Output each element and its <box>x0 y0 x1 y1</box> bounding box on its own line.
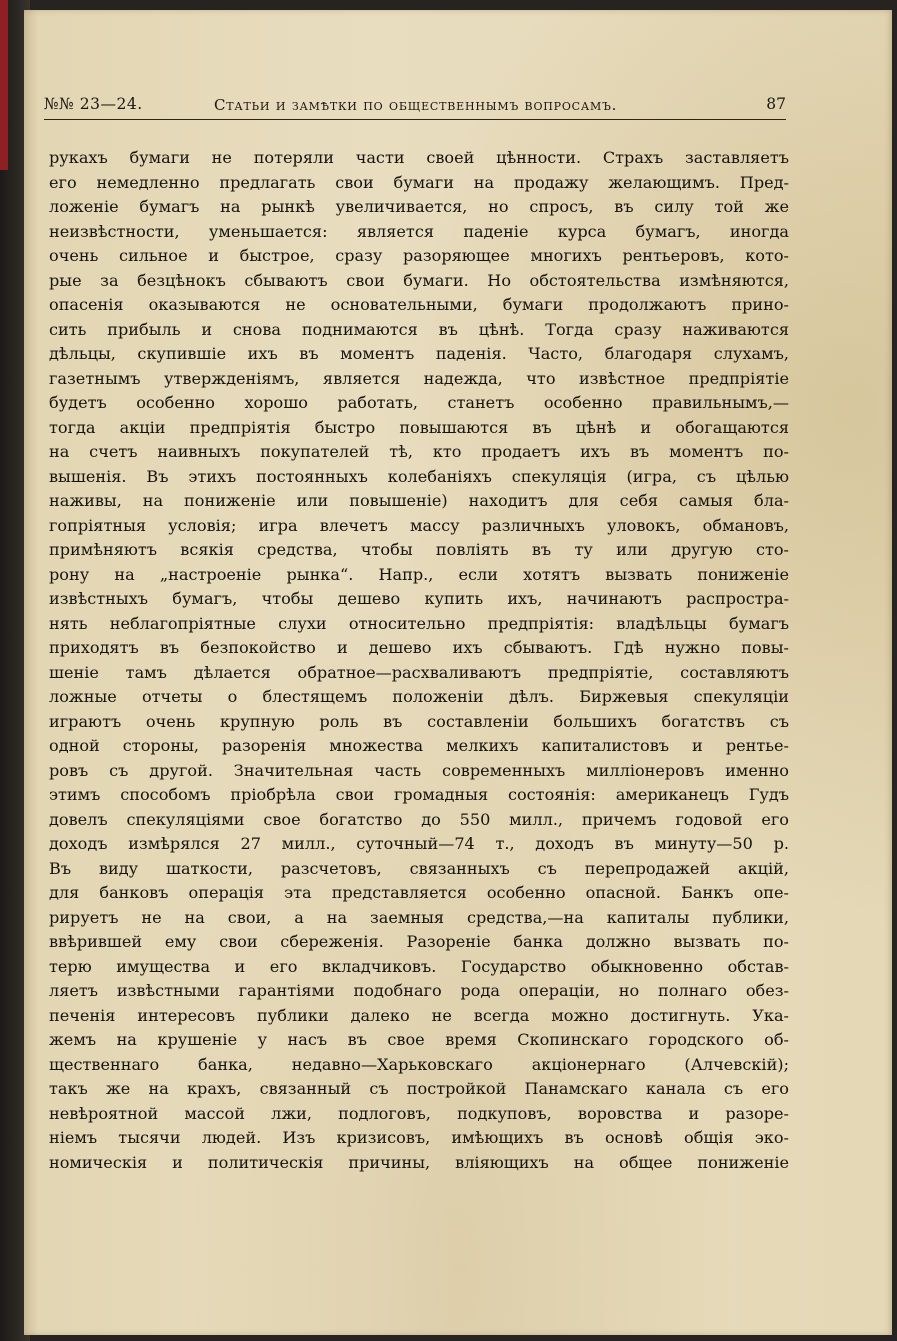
text-line: приходятъ въ безпокойство и дешево ихъ сбываютъ. Гдѣ нужно повы- <box>49 638 789 657</box>
text-line: ложные отчеты о блестящемъ положенiи дѣлъ. Биржевыя спекуляцiи <box>49 687 789 706</box>
text-line: будетъ особенно хорошо работать, станетъ особенно правильнымъ,— <box>49 393 789 412</box>
text-line: ляетъ извѣстными гарантiями подобнаго рода операцiи, но полнаго обез- <box>49 981 789 1000</box>
text-line: номическiя и политическiя причины, влiяющихъ на общее пониженiе <box>49 1152 789 1172</box>
text-line: печенiя интересовъ публики далеко не всегда можно достигнуть. Ука- <box>49 1005 789 1025</box>
text-line: наживы, на пониженiе или повышенiе) находитъ для себя самыя бла- <box>49 491 789 510</box>
text-line: ровъ съ другой. Значительная часть современныхъ миллiонеровъ именно <box>49 760 789 780</box>
text-line: доходъ измѣрялся 27 милл., суточный—74 т., доходъ въ минуту—50 р. <box>49 834 789 853</box>
text-line: очень сильное и быстрое, сразу разоряющее многихъ рентьеровъ, кото- <box>49 246 789 265</box>
text-line: извѣстныхъ бумагъ, чтобы дешево купить ихъ, начинаютъ распростра- <box>49 589 789 608</box>
body-text <box>49 146 789 1175</box>
text-line: рукахъ бумаги не потеряли части своей цѣнности. Страхъ заставляетъ <box>49 148 789 167</box>
text-line: одной стороны, разоренiя множества мелкихъ капиталистовъ и рентье- <box>49 736 789 755</box>
text-line: дѣльцы, скупившiе ихъ въ моментъ паденiя. Часто, благодаря слухамъ, <box>49 344 789 363</box>
text-line: газетнымъ утвержденiямъ, является надежда, что извѣстное предпрiятiе <box>49 368 789 388</box>
text-line: вышенiя. Въ этихъ постоянныхъ колебанiяхъ спекуляцiя (игра, съ цѣлью <box>49 466 789 486</box>
text-line: неизвѣстности, уменьшается: является паденiе курса бумагъ, иногда <box>49 221 789 241</box>
text-line: шенiе тамъ дѣлается обратное—расхваливаютъ предпрiятiе, составляютъ <box>49 662 789 682</box>
text-line: рону на „настроенiе рынка“. Напр., если хотятъ вызвать пониженiе <box>49 564 789 584</box>
text-line: довелъ спекуляцiями свое богатство до 550 милл., причемъ годовой его <box>49 809 789 829</box>
text-line: рируетъ не на свои, а на заемныя средства,—на капиталы публики, <box>49 907 789 927</box>
running-title: Статьи и замѣтки по общественнымъ вопросамъ. <box>214 96 618 114</box>
text-line: для банковъ операцiя эта представляется особенно опасной. Банкъ опе- <box>49 883 789 902</box>
text-line: его немедленно предлагать свои бумаги на продажу желающимъ. Пред- <box>49 172 789 192</box>
running-header <box>44 95 786 119</box>
text-line: такъ же на крахъ, связанный съ постройкой Панамскаго канала съ его <box>49 1079 789 1098</box>
text-line: Въ виду шаткости, разсчетовъ, связанныхъ съ перепродажей акцiй, <box>49 858 789 878</box>
text-line: ввѣрившей ему свои сбереженiя. Разоренiе банка должно вызвать по- <box>49 932 789 951</box>
text-line: терю имущества и его вкладчиковъ. Государство обыкновенно обстав- <box>49 956 789 976</box>
red-bookmark <box>0 0 8 170</box>
text-line: невѣроятной массой лжи, подлоговъ, подкуповъ, воровства и разоре- <box>49 1103 789 1123</box>
text-line: нять неблагопрiятные слухи относительно предпрiятiя: владѣльцы бумагъ <box>49 613 789 633</box>
text-line: гопрiятныя условiя; игра влечетъ массу различныхъ уловокъ, обмановъ, <box>49 515 789 535</box>
text-line: рые за безцѣнокъ сбываютъ свои бумаги. Но обстоятельства измѣняются, <box>49 270 789 290</box>
text-line: опасенiя оказываются не основательными, бумаги продолжаютъ прино- <box>49 295 789 314</box>
text-line: тогда акцiи предпрiятiя быстро повышаются въ цѣнѣ и обогащаются <box>49 417 789 437</box>
text-line: жемъ на крушенiе у насъ въ свое время Скопинскаго городского об- <box>49 1030 789 1049</box>
text-line: примѣняютъ всякiя средства, чтобы повлiять въ ту или другую сто- <box>49 540 789 559</box>
text-line: щественнаго банка, недавно—Харьковскаго акцiонернаго (Алчевскiй); <box>49 1054 789 1074</box>
text-line: на счетъ наивныхъ покупателей тѣ, кто продаетъ ихъ въ моментъ по- <box>49 442 789 461</box>
issue-number: №№ 23—24. <box>44 95 143 113</box>
text-line: играютъ очень крупную роль въ составленiи большихъ богатствъ съ <box>49 711 789 731</box>
text-line: ложенiе бумагъ на рынкѣ увеличивается, но спросъ, въ силу той же <box>49 197 789 216</box>
text-line: сить прибыль и снова поднимаются въ цѣнѣ. Тогда сразу наживаются <box>49 319 789 339</box>
page-number: 87 <box>766 95 786 113</box>
header-rule <box>44 119 786 120</box>
text-line: этимъ способомъ прiобрѣла свои громадныя состоянiя: американецъ Гудъ <box>49 785 789 804</box>
text-line: нiемъ тысячи людей. Изъ кризисовъ, имѣющихъ въ основѣ общiя эко- <box>49 1128 789 1147</box>
